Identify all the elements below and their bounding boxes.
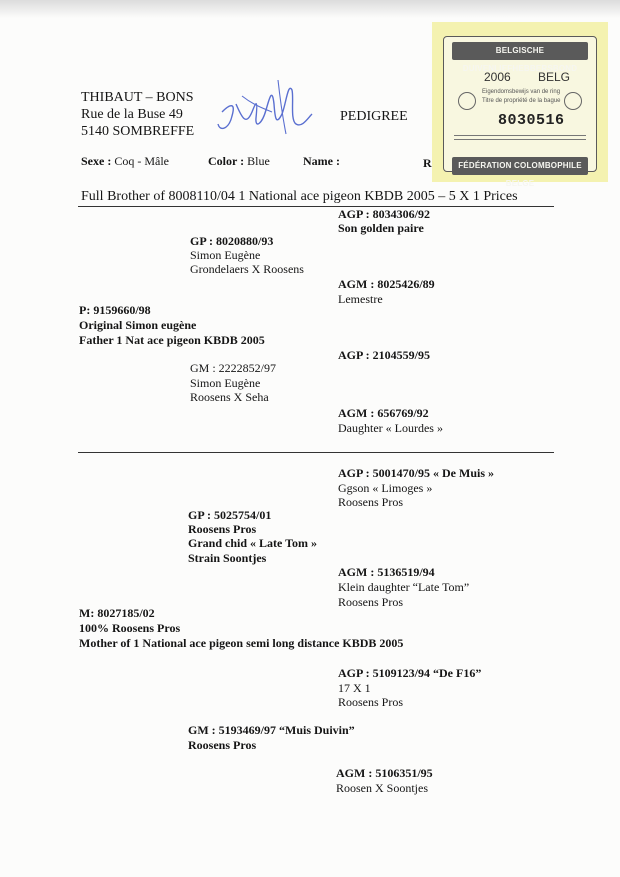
color-value: Blue bbox=[247, 154, 270, 168]
r-label: R bbox=[423, 156, 432, 170]
mother-gm-breeder: Roosens Pros bbox=[188, 738, 257, 752]
stamp-top-banner: BELGISCHE DUIVENLIEFHEBBERSBOND bbox=[452, 42, 588, 60]
mother-gp-ring: GP : 5025754/01 bbox=[188, 508, 272, 522]
mother-agp1-breeder: Roosens Pros bbox=[338, 495, 404, 509]
stamp-small-text-2: Titre de propriété de la bague bbox=[482, 98, 561, 104]
mother-agp1-note: Ggson « Limoges » bbox=[338, 481, 433, 495]
owner-street: Rue de la Buse 49 bbox=[81, 107, 183, 122]
father-gm-cross: Roosens X Seha bbox=[190, 390, 269, 404]
stamp-ring-number: 8030516 bbox=[498, 112, 565, 129]
stamp-country: BELG bbox=[538, 70, 571, 84]
mother-gp-lineage: Grand chid « Late Tom » bbox=[188, 536, 318, 550]
mother-agm1-breeder: Roosens Pros bbox=[338, 595, 404, 609]
mother-agm2-cross: Roosen X Soontjes bbox=[336, 781, 429, 795]
name-label: Name : bbox=[303, 154, 340, 168]
mother-agm1-note: Klein daughter “Late Tom” bbox=[338, 580, 470, 594]
father-gp-ring: GP : 8020880/93 bbox=[190, 234, 274, 248]
color-field bbox=[208, 155, 270, 169]
mother-agp2-ring: AGP : 5109123/94 “De F16” bbox=[338, 666, 482, 680]
owner-city: 5140 SOMBREFFE bbox=[81, 124, 195, 139]
stamp-small-text-1: Eigendomsbewijs van de ring bbox=[482, 89, 561, 95]
stamp-bottom-banner: FÉDÉRATION COLOMBOPHILE BELGE bbox=[452, 157, 588, 175]
stamp-ornament-line bbox=[454, 135, 586, 136]
mother-agm2-ring: AGM : 5106351/95 bbox=[336, 766, 433, 780]
color-label: Color : bbox=[208, 154, 245, 168]
ring-ownership-stamp bbox=[432, 22, 608, 188]
father-agp1-ring: AGP : 8034306/92 bbox=[338, 207, 430, 221]
father-gm-ring: GM : 2222852/97 bbox=[190, 361, 277, 375]
mother-ring: M: 8027185/02 bbox=[79, 606, 155, 620]
mother-agp1-ring: AGP : 5001470/95 « De Muis » bbox=[338, 466, 494, 480]
father-gm-breeder: Simon Eugène bbox=[190, 376, 261, 390]
mother-gm-ring: GM : 5193469/97 “Muis Duivin” bbox=[188, 723, 355, 737]
page-edge-shadow bbox=[0, 0, 620, 18]
sexe-value: Coq - Mâle bbox=[114, 154, 169, 168]
father-gp-breeder: Simon Eugène bbox=[190, 248, 261, 262]
sexe-field bbox=[81, 155, 169, 169]
mother-origin: 100% Roosens Pros bbox=[79, 621, 181, 635]
mother-agm1-ring: AGM : 5136519/94 bbox=[338, 565, 435, 579]
stamp-year: 2006 bbox=[484, 70, 511, 84]
father-achievement: Father 1 Nat ace pigeon KBDB 2005 bbox=[79, 333, 265, 347]
mother-achievement: Mother of 1 National ace pigeon semi long distance KBDB 2005 bbox=[79, 636, 404, 650]
owner-name: THIBAUT – BONS bbox=[81, 90, 194, 105]
father-ring: P: 9159660/98 bbox=[79, 303, 151, 317]
sexe-label: Sexe : bbox=[81, 154, 112, 168]
handwritten-signature bbox=[212, 74, 322, 144]
father-agp1-note: Son golden paire bbox=[338, 221, 424, 235]
document-title: PEDIGREE bbox=[340, 109, 408, 124]
father-origin: Original Simon eugène bbox=[79, 318, 197, 332]
father-agm1-note: Lemestre bbox=[338, 292, 383, 306]
mother-gp-strain: Strain Soontjes bbox=[188, 551, 267, 565]
father-gp-cross: Grondelaers X Roosens bbox=[190, 262, 304, 276]
mother-agp2-breeder: Roosens Pros bbox=[338, 695, 404, 709]
stamp-left-emblem-icon bbox=[458, 92, 476, 110]
mother-gp-breeder: Roosens Pros bbox=[188, 522, 257, 536]
header-rule bbox=[78, 206, 554, 207]
father-agm2-note: Daughter « Lourdes » bbox=[338, 421, 443, 435]
father-agp2-ring: AGP : 2104559/95 bbox=[338, 348, 430, 362]
mother-agp2-prizes: 17 X 1 bbox=[338, 681, 371, 695]
stamp-ornament-line bbox=[454, 139, 586, 140]
father-agm2-ring: AGM : 656769/92 bbox=[338, 406, 429, 420]
father-agm1-ring: AGM : 8025426/89 bbox=[338, 277, 435, 291]
section-divider bbox=[78, 452, 554, 453]
full-brother-headline: Full Brother of 8008110/04 1 National ace pigeon KBDB 2005 – 5 X 1 Prices bbox=[81, 189, 518, 204]
